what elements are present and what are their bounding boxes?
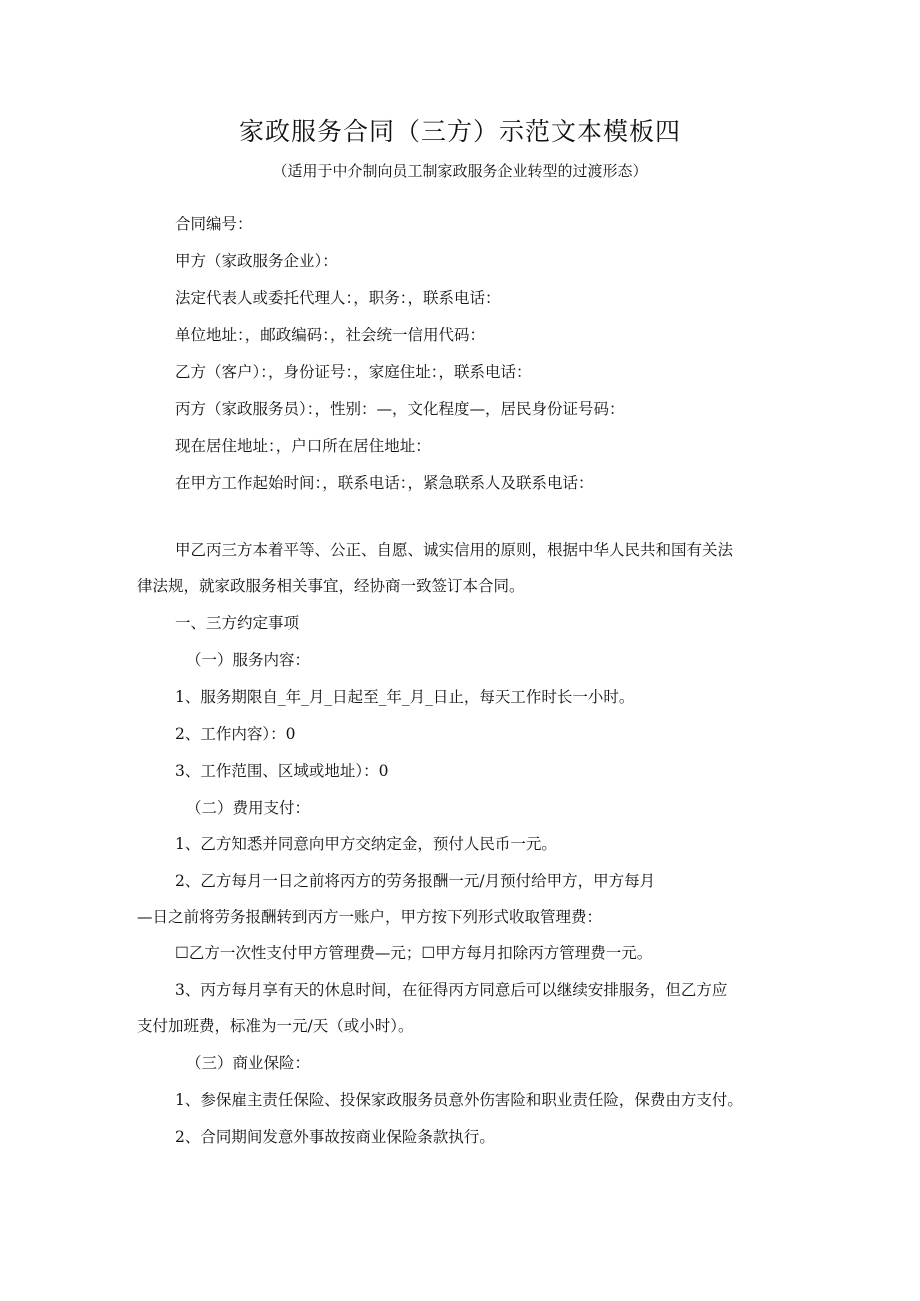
clause-item-continued: 支付加班费，标准为一元/天（或小时）。	[137, 1017, 414, 1035]
clause-item: 2、乙方每月一日之前将丙方的劳务报酬一元/月预付给甲方，甲方每月	[175, 872, 656, 890]
party-a-field: 甲方（家政服务企业）：	[175, 252, 338, 270]
clause-item: 1、乙方知悉并同意向甲方交纳定金，预付人民币一元。	[175, 835, 557, 853]
company-address-field: 单位地址：，邮政编码：，社会统一信用代码：	[175, 326, 486, 344]
document-subtitle: （适用于中介制向员工制家政服务企业转型的过渡形态）	[272, 162, 648, 180]
intro-paragraph-line1: 甲乙丙三方本着平等、公正、自愿、诚实信用的原则，根据中华人民共和国有关法	[175, 541, 734, 559]
subsection-heading: （二）费用支付：	[186, 799, 311, 817]
intro-paragraph-line2: 律法规，就家政服务相关事宜，经协商一致签订本合同。	[137, 577, 525, 595]
party-c-field: 丙方（家政服务员）：，性别：—，文化程度—，居民身份证号码：	[175, 400, 625, 418]
clause-item: 2、工作内容）：0	[175, 725, 296, 743]
subsection-heading: （一）服务内容：	[186, 651, 311, 669]
clause-item: 3、丙方每月享有天的休息时间，在征得丙方同意后可以继续安排服务，但乙方应	[175, 981, 728, 999]
clause-item-continued: —日之前将劳务报酬转到丙方一账户，甲方按下列形式收取管理费：	[137, 908, 603, 926]
contract-number-field: 合同编号：	[175, 215, 253, 233]
clause-item: 2、合同期间发意外事故按商业保险条款执行。	[175, 1128, 495, 1146]
current-address-field: 现在居住地址：，户口所在居住地址：	[175, 437, 431, 455]
party-b-field: 乙方（客户）：，身份证号：，家庭住址：，联系电话：	[175, 363, 532, 381]
clause-item: 1、参保雇主责任保险、投保家政服务员意外伤害险和职业责任险，保费由方支付。	[175, 1091, 743, 1109]
subsection-heading: （三）商业保险：	[186, 1054, 311, 1072]
fee-option-checkboxes: ☐乙方一次性支付甲方管理费—元；☐甲方每月扣除丙方管理费一元。	[175, 944, 653, 962]
document-title: 家政服务合同（三方）示范文本模板四	[238, 117, 681, 146]
legal-representative-field: 法定代表人或委托代理人：，职务：，联系电话：	[175, 289, 501, 307]
work-start-field: 在甲方工作起始时间：，联系电话：，紧急联系人及联系电话：	[175, 474, 594, 492]
clause-item: 3、工作范围、区域或地址）：0	[175, 762, 389, 780]
clause-item: 1、服务期限自_年_月_日起至_年_月_日止，每天工作时长一小时。	[175, 688, 635, 706]
section-heading: 一、三方约定事项	[175, 614, 300, 632]
